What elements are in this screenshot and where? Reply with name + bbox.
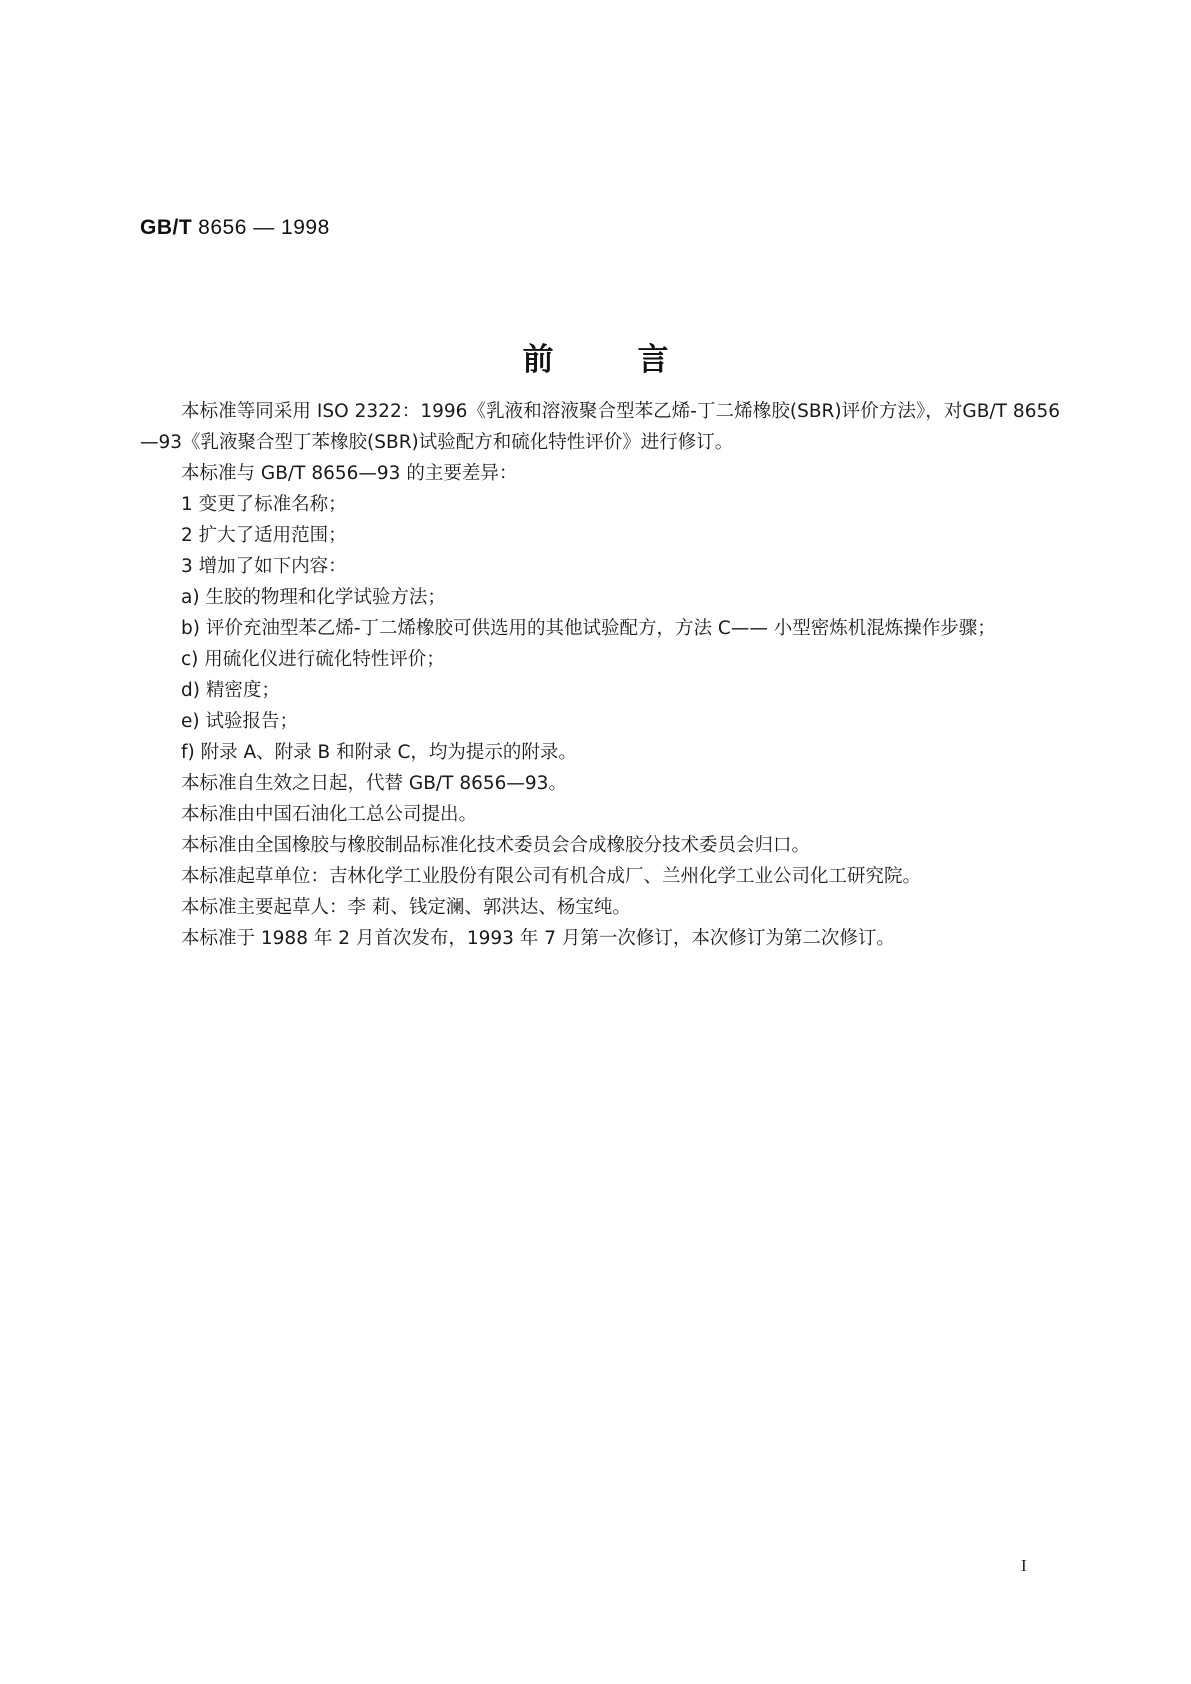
sub-item-e: e) 试验报告； bbox=[181, 711, 298, 732]
standard-number: 8656 — 1998 bbox=[198, 216, 330, 239]
list-item-2: 2 扩大了适用范围； bbox=[181, 525, 347, 546]
list-item-1: 1 变更了标准名称； bbox=[181, 494, 347, 515]
sub-item-f: f) 附录 A、附录 B 和附录 C，均为提示的附录。 bbox=[181, 742, 577, 763]
sub-item-a: a) 生胶的物理和化学试验方法； bbox=[181, 587, 446, 608]
paragraph-history: 本标准于 1988 年 2 月首次发布，1993 年 7 月第一次修订，本次修订为第二次修订。 bbox=[181, 928, 895, 949]
sub-item-d: d) 精密度； bbox=[181, 680, 280, 701]
paragraph-drafting-units: 本标准起草单位：吉林化学工业股份有限公司有机合成厂、兰州化学工业公司化工研究院。 bbox=[181, 866, 922, 887]
paragraph-proposed-by: 本标准由中国石油化工总公司提出。 bbox=[181, 804, 478, 825]
page-number: I bbox=[1021, 1556, 1027, 1575]
list-item-3: 3 增加了如下内容： bbox=[181, 556, 347, 577]
sub-item-c: c) 用硫化仪进行硫化特性评价； bbox=[181, 649, 445, 670]
paragraph-drafters: 本标准主要起草人：李 莉、钱定澜、郭洪达、杨宝纯。 bbox=[181, 897, 631, 918]
paragraph-differences-intro: 本标准与 GB/T 8656—93 的主要差异： bbox=[181, 463, 518, 484]
standard-code bbox=[140, 216, 330, 240]
paragraph-adoption: 本标准等同采用 ISO 2322：1996《乳液和溶液聚合型苯乙烯-丁二烯橡胶(SBR)评价方法》，对GB/T 8656—93《乳液聚合型丁苯橡胶(SBR)试验配方和硫化特性评价》进行修订。 bbox=[140, 401, 1060, 453]
page-title: 前言 bbox=[522, 342, 753, 378]
paragraph-replaces: 本标准自生效之日起，代替 GB/T 8656—93。 bbox=[181, 773, 567, 794]
standard-prefix: GB/T bbox=[140, 216, 193, 239]
sub-item-b: b) 评价充油型苯乙烯-丁二烯橡胶可供选用的其他试验配方，方法 C—— 小型密炼机混炼操作步骤； bbox=[181, 618, 996, 639]
paragraph-centralized-by: 本标准由全国橡胶与橡胶制品标准化技术委员会合成橡胶分技术委员会归口。 bbox=[181, 835, 811, 856]
foreword-body bbox=[140, 396, 1060, 954]
